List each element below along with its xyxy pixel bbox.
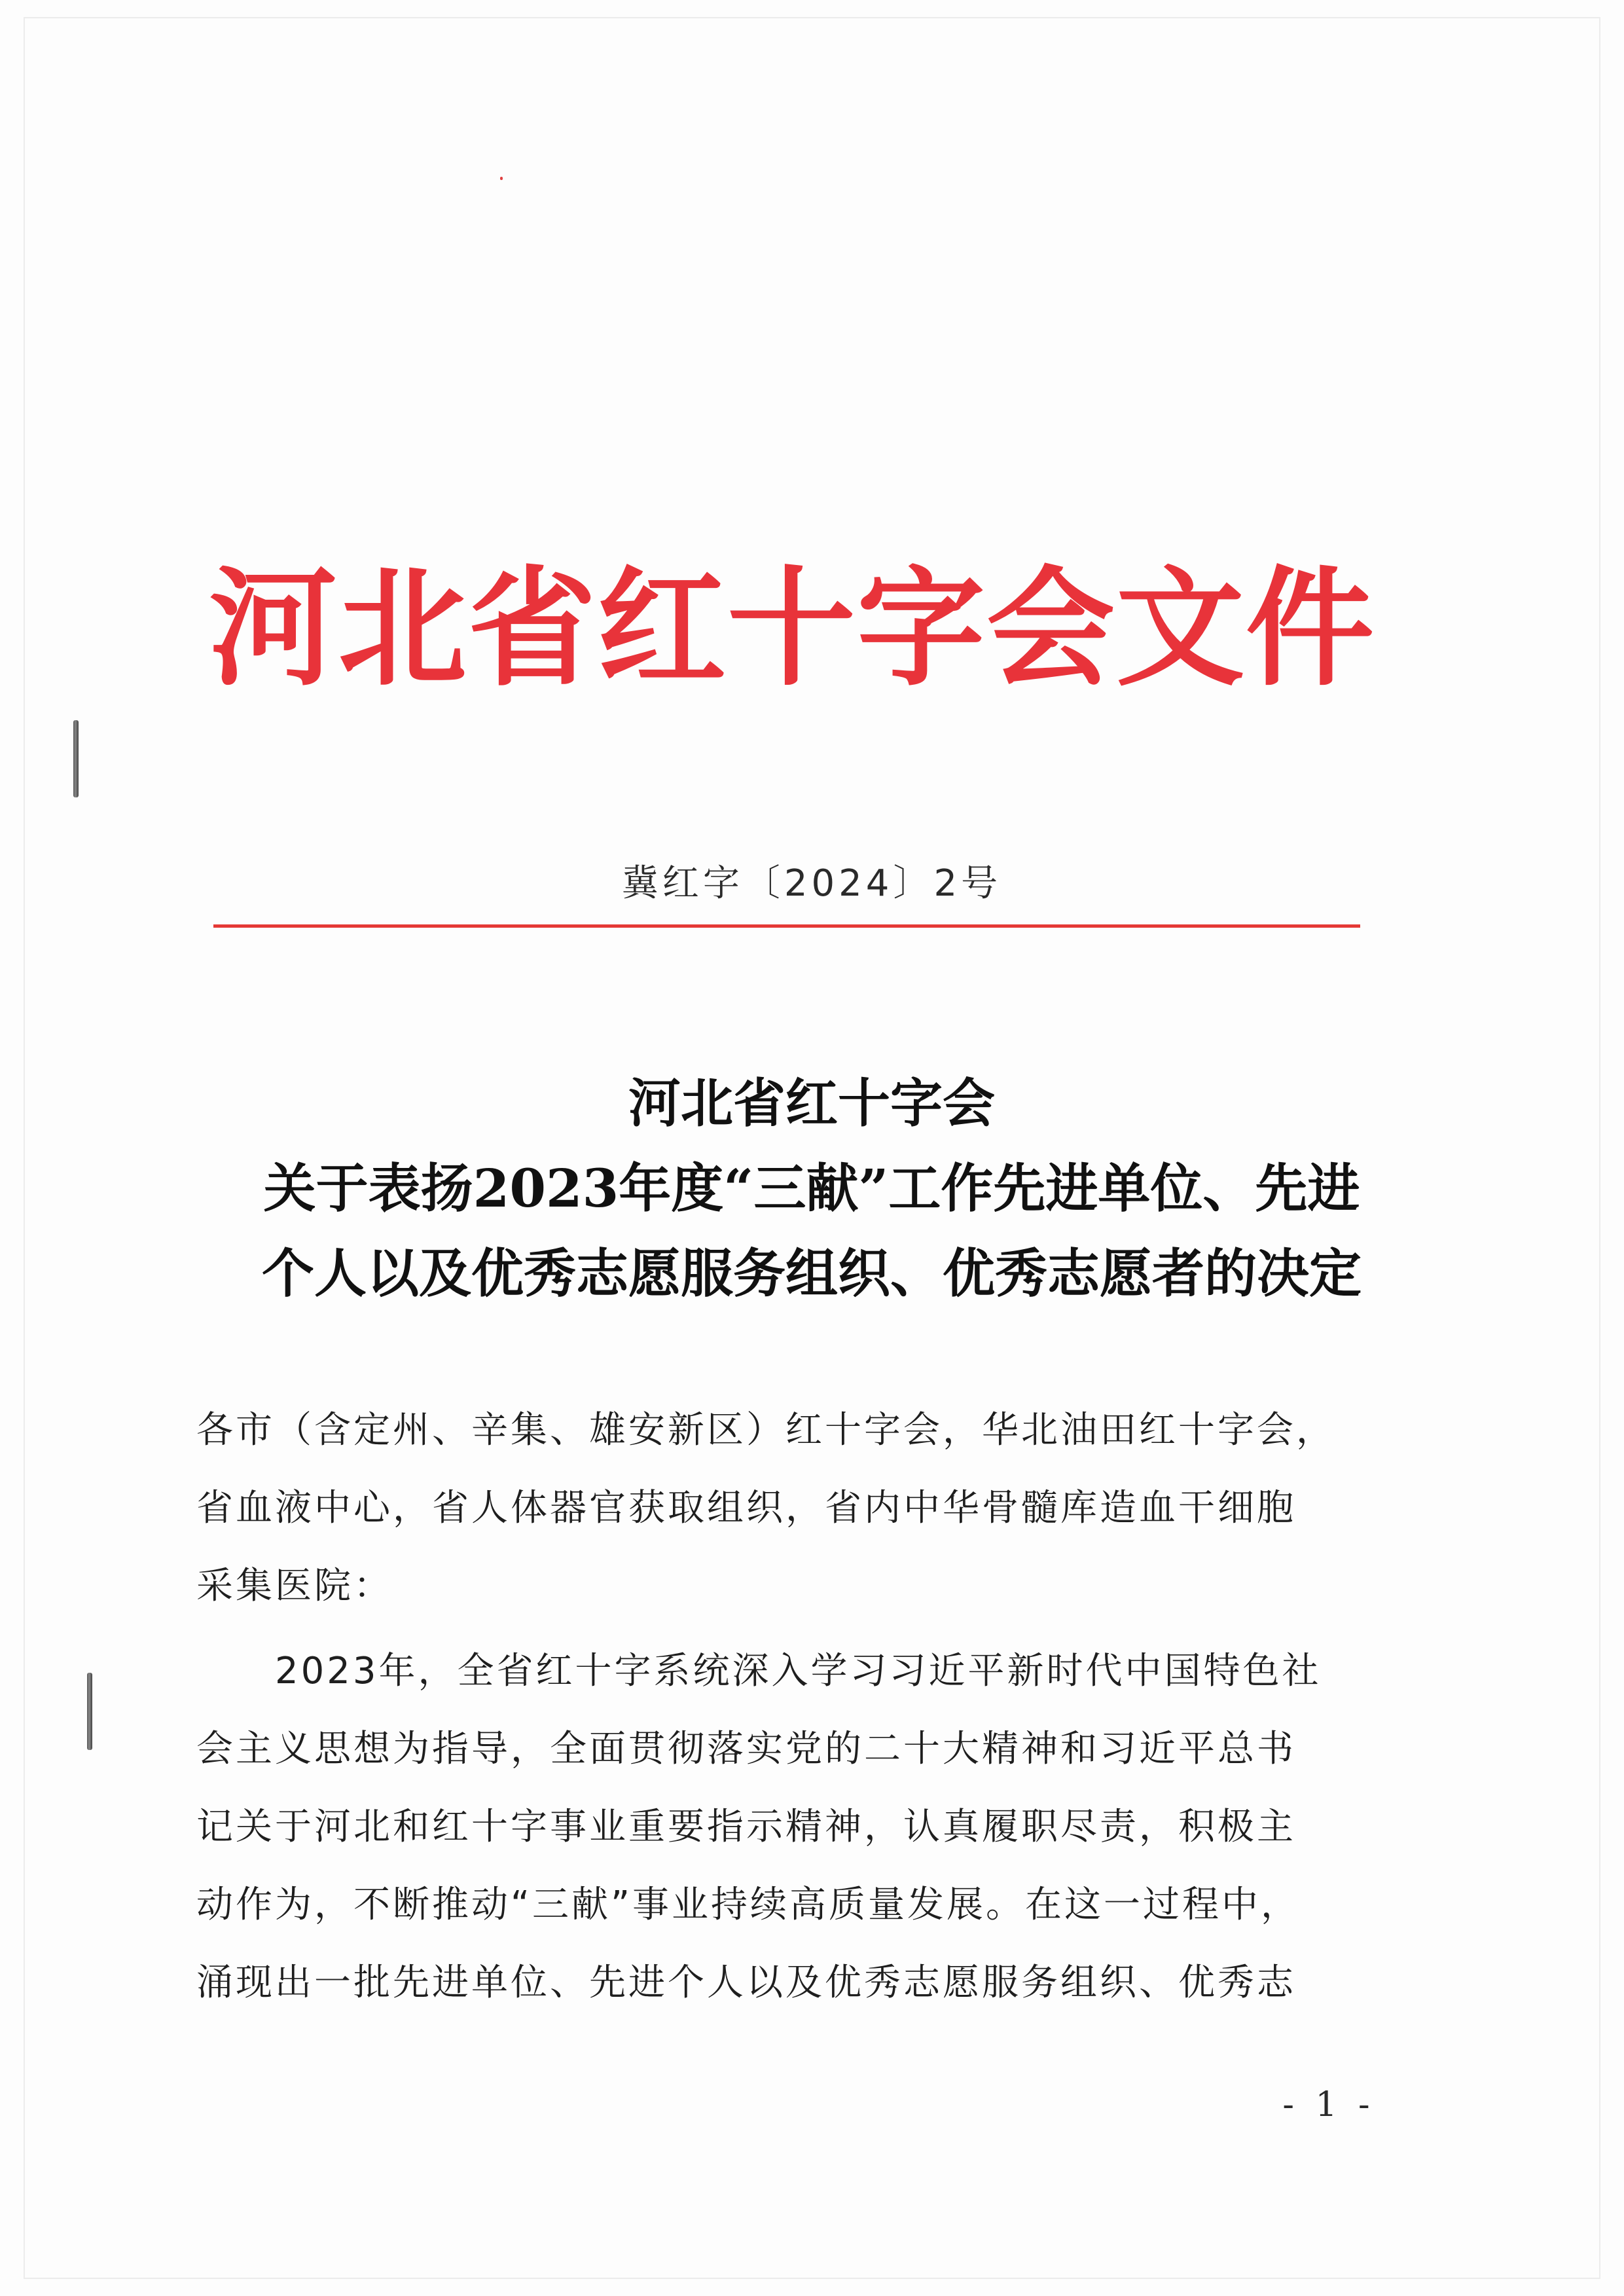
salutation-line-3: 采集医院： bbox=[196, 1565, 393, 1607]
red-separator-line bbox=[213, 924, 1360, 928]
title-line-2: 关于表扬2023年度“三献”工作先进单位、先进 bbox=[263, 1157, 1360, 1219]
body-line-2: 会主义思想为指导，全面贯彻落实党的二十大精神和习近平总书 bbox=[196, 1728, 1296, 1770]
body-line-1: 2023年，全省红十字系统深入学习习近平新时代中国特色社 bbox=[196, 1650, 1322, 1692]
salutation-line-1: 各市（含定州、辛集、雄安新区）红十字会，华北油田红十字会， bbox=[196, 1409, 1335, 1451]
title-line-3: 个人以及优秀志愿服务组织、优秀志愿者的决定 bbox=[262, 1243, 1362, 1304]
salutation-line-2: 省血液中心，省人体器官获取组织，省内中华骨髓库造血干细胞 bbox=[196, 1487, 1296, 1529]
salutation bbox=[196, 1391, 1375, 1625]
document-number: 冀红字〔2024〕2号 bbox=[621, 862, 1002, 905]
body-paragraph bbox=[196, 1632, 1375, 2022]
page-number: - 1 - bbox=[1282, 2085, 1375, 2124]
staple-mark-upper bbox=[73, 720, 79, 797]
body-line-4: 动作为，不断推动“三献”事业持续高质量发展。在这一过程中， bbox=[196, 1884, 1301, 1926]
staple-mark-lower bbox=[87, 1673, 92, 1750]
document-title bbox=[164, 1061, 1460, 1316]
title-line-1: 河北省红十字会 bbox=[628, 1072, 995, 1134]
red-header-title: 河北省红十字会文件 bbox=[209, 553, 1376, 704]
stray-red-dot bbox=[500, 177, 503, 180]
body-line-5: 涌现出一批先进单位、先进个人以及优秀志愿服务组织、优秀志 bbox=[196, 1961, 1296, 2004]
body-line-3: 记关于河北和红十字事业重要指示精神，认真履职尽责，积极主 bbox=[196, 1806, 1296, 1848]
